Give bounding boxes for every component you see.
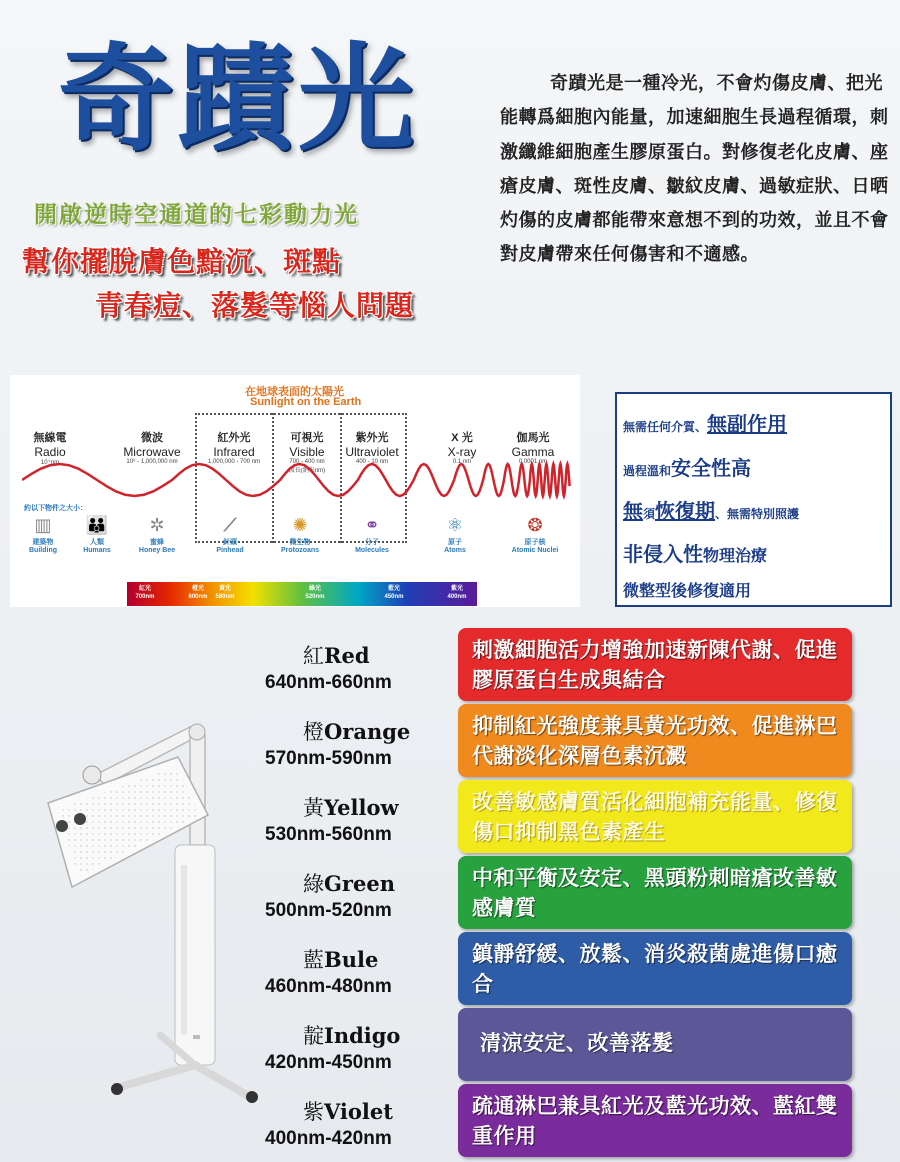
object-honey-bee: ✲ 蜜蜂 Honey Bee: [132, 513, 182, 554]
object-protozoans: ✺ 微生物 Protozoans: [275, 513, 325, 554]
color-desc-green: 中和平衡及安定、黑頭粉刺暗瘡改善敏感膚質: [458, 856, 852, 929]
benefits-box: [615, 392, 892, 607]
nucleus-icon: ❂: [527, 515, 543, 535]
color-name-bule: 藍Bule: [303, 947, 379, 972]
color-name-yellow: 黃Yellow: [303, 795, 399, 820]
band-visible: 可視光 Visible 700 - 400 nm 波長(納米nm): [288, 432, 326, 474]
banner-line-1: 幫你擺脫膚色黯沉、斑點: [22, 246, 342, 277]
spectrum-title-en: Sunlight on the Earth: [250, 396, 362, 408]
building-icon: ▥: [34, 515, 52, 535]
benefit-2: 過程溫和安全性高: [623, 458, 752, 480]
color-name-orange: 橙Orange: [303, 719, 411, 744]
benefit-4: 非侵入性物理治療: [623, 544, 768, 566]
vis-label-yellow: 黃光 580nm: [215, 586, 235, 600]
color-range-orange: 570nm-590nm: [265, 748, 392, 769]
object-atomic-nuclei: ❂ 原子核 Atomic Nuclei: [511, 515, 559, 554]
wavelength-wave: [22, 460, 572, 500]
color-desc-violet: 疏通淋巴兼具紅光及藍光功效、藍紅雙重作用: [458, 1084, 852, 1157]
band-gamma: 伽馬光 Gamma 0.0001 nm: [511, 432, 555, 465]
pinhead-icon: ⟋: [223, 515, 237, 535]
band-infrared: 紅外光 Infrared 1,000,000 - 700 nm: [207, 432, 261, 465]
color-range-green: 500nm-520nm: [265, 900, 392, 921]
color-desc-indigo: 清涼安定、改善落髮: [458, 1008, 852, 1081]
color-range-red: 640nm-660nm: [265, 672, 392, 693]
spectrum-title-zh: 在地球表面的太陽光: [245, 386, 344, 398]
color-desc-orange: 抑制紅光強度兼具黃光功效、促進淋巴代謝淡化深層色素沉澱: [458, 704, 852, 777]
object-building: ▥ 建築物 Building: [18, 513, 68, 554]
color-range-bule: 460nm-480nm: [265, 976, 392, 997]
color-name-red: 紅Red: [303, 643, 370, 668]
color-name-indigo: 靛Indigo: [303, 1023, 401, 1048]
atom-icon: ⚛: [446, 515, 464, 535]
vis-label-blue: 藍光 450nm: [384, 586, 404, 600]
color-range-violet: 400nm-420nm: [265, 1128, 392, 1149]
band-ultraviolet: 紫外光 Ultraviolet 400 - 10 nm: [345, 432, 399, 465]
size-label: 約以下物件之大小：: [24, 505, 87, 512]
vis-label-orange: 橙光 600nm: [188, 586, 208, 600]
intro-paragraph: 奇蹟光是一種冷光，不會灼傷皮膚、把光能轉爲細胞內能量，加速細胞生長過程循環，刺激纖維細胞產生膠原蛋白。對修復老化皮膚、座瘡皮膚、斑性皮膚、皺紋皮膚、過敏症狀、日晒灼傷的皮膚都能帶來意想不到的功效，並且不會對皮膚帶來任何傷害和不適感。: [500, 73, 889, 265]
vis-label-violet: 紫光 400nm: [447, 586, 467, 600]
led-lamp-device-image: [0, 705, 280, 1105]
color-range-indigo: 420nm-450nm: [265, 1052, 392, 1073]
page-title: 奇蹟光: [58, 32, 418, 167]
vis-label-green: 綠光 520nm: [305, 586, 325, 600]
band-xray: X 光 X-ray 0.1 nm: [447, 432, 477, 465]
object-atoms: ⚛ 原子 Atoms: [430, 513, 480, 554]
band-radio: 無線電 Radio 10⁺nm: [33, 432, 67, 466]
color-name-green: 綠Green: [303, 871, 395, 896]
benefit-5: 微整型後修復適用: [623, 583, 752, 600]
benefit-1: 無需任何介質、無副作用: [623, 414, 788, 436]
band-microwave: 微波 Microwave 10⁶ - 1,000,000 nm: [123, 432, 181, 465]
color-desc-bule: 鎮靜舒緩、放鬆、消炎殺菌處進傷口癒合: [458, 932, 852, 1005]
color-name-violet: 紫Violet: [303, 1099, 393, 1124]
color-range-yellow: 530nm-560nm: [265, 824, 392, 845]
object-molecules: ⚭ 分子 Molecules: [347, 513, 397, 554]
object-humans: 👪 人類 Humans: [72, 513, 122, 554]
color-desc-yellow: 改善敏感膚質活化細胞補充能量、修復傷口抑制黑色素產生: [458, 780, 852, 853]
subtitle: 開啟逆時空通道的七彩動力光: [34, 201, 359, 227]
molecule-icon: ⚭: [364, 515, 380, 535]
spectrum-diagram: [10, 375, 580, 607]
humans-icon: 👪: [85, 515, 109, 535]
vis-label-red: 紅光 700nm: [135, 586, 155, 600]
benefit-3: 無須恢復期、無需特別照護: [623, 501, 800, 523]
banner-line-2: 青春痘、落髮等惱人問題: [95, 290, 415, 321]
object-pinhead: ⟋ 針頭 Pinhead: [205, 513, 255, 554]
color-desc-red: 刺激細胞活力增強加速新陳代謝、促進膠原蛋白生成與結合: [458, 628, 852, 701]
protozoa-icon: ✺: [292, 515, 308, 535]
bee-icon: ✲: [149, 515, 165, 535]
